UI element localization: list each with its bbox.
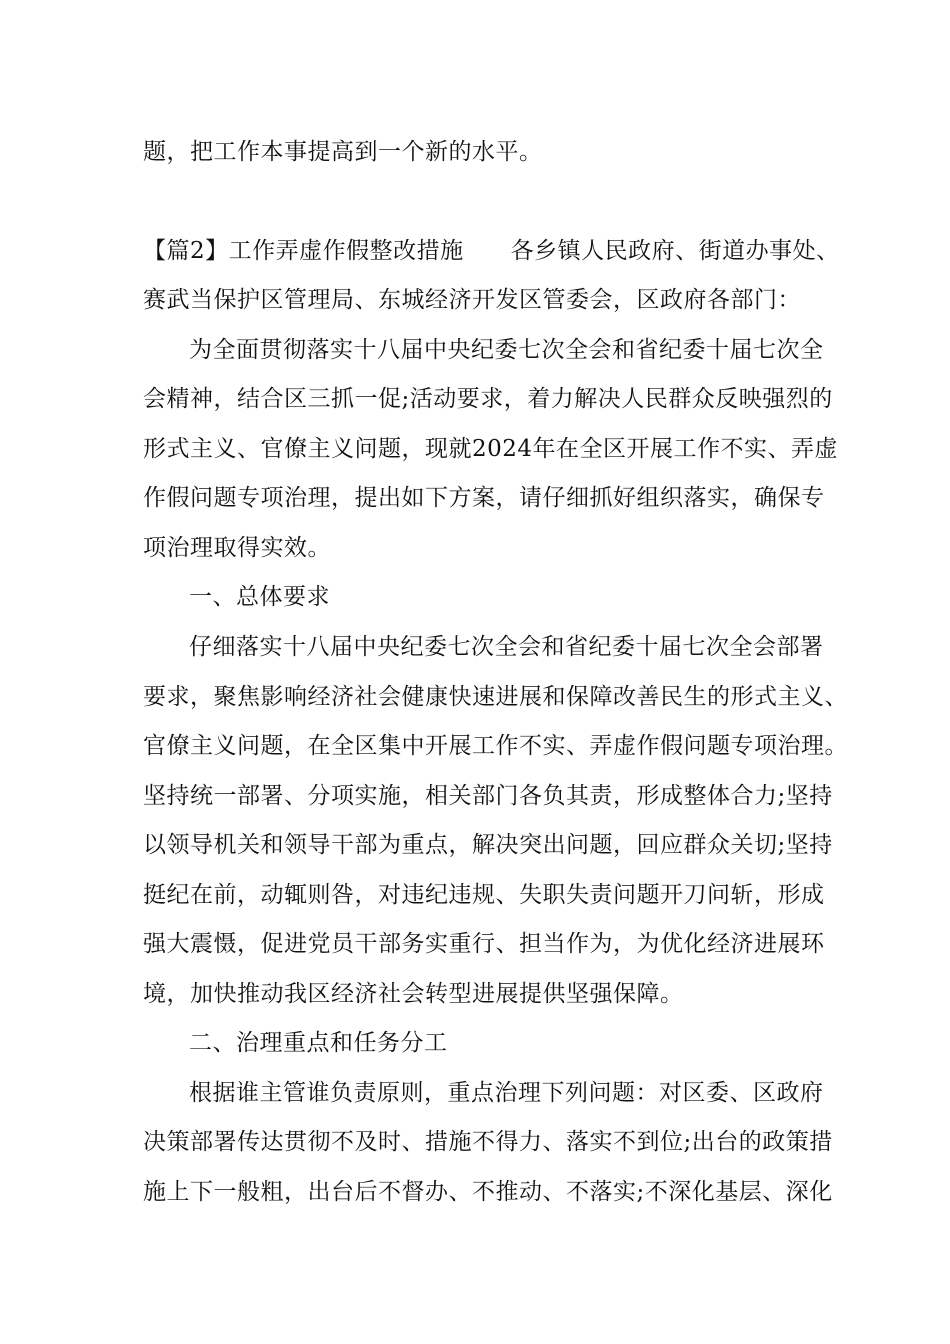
text-line-15: 挺纪在前，动辄则咎，对违纪违规、失职失责问题开刀问斩，形成 [143, 882, 825, 908]
text-line-13: 坚持统一部署、分项实施，相关部门各负其责，形成整体合力;坚持 [143, 783, 833, 809]
paragraph-start-line: 为全面贯彻落实十八届中央纪委七次全会和省纪委十届七次全 [189, 337, 824, 363]
text-line-17: 境，加快推动我区经济社会转型进展提供坚强保障。 [143, 981, 684, 1007]
text-line-3: 赛武当保护区管理局、东城经济开发区管委会，区政府各部门： [143, 287, 801, 313]
text-line-12: 官僚主义问题，在全区集中开展工作不实、弄虚作假问题专项治理。 [143, 733, 848, 759]
subheading-key-tasks: 二、治理重点和任务分工 [189, 1030, 448, 1056]
subheading-general-requirements: 一、总体要求 [189, 584, 330, 610]
text-line-14: 以领导机关和领导干部为重点，解决突出问题，回应群众关切;坚持 [143, 832, 833, 858]
text-line-7: 作假问题专项治理，提出如下方案，请仔细抓好组织落实，确保专 [143, 485, 825, 511]
text-line-21: 施上下一般粗，出台后不督办、不推动、不落实;不深化基层、深化 [143, 1179, 833, 1205]
text-line-6: 形式主义、官僚主义问题，现就2024年在全区开展工作不实、弄虚 [143, 436, 839, 462]
text-line-5: 会精神，结合区三抓一促;活动要求，着力解决人民群众反映强烈的 [143, 386, 833, 412]
text-line-20: 决策部署传达贯彻不及时、措施不得力、落实不到位;出台的政策措 [143, 1129, 833, 1155]
paragraph-start-line: 根据谁主管谁负责原则，重点治理下列问题：对区委、区政府 [189, 1080, 824, 1106]
text-line-8: 项治理取得实效。 [143, 535, 331, 561]
section-heading-line: 【篇2】工作弄虚作假整改措施 各乡镇人民政府、街道办事处、 [143, 238, 840, 264]
text-line-1: 题，把工作本事提高到一个新的水平。 [143, 139, 543, 165]
text-line-11: 要求，聚焦影响经济社会健康快速进展和保障改善民生的形式主义、 [143, 684, 848, 710]
text-line-16: 强大震慑，促进党员干部务实重行、担当作为，为优化经济进展环 [143, 931, 825, 957]
paragraph-start-line: 仔细落实十八届中央纪委七次全会和省纪委十届七次全会部署 [189, 634, 824, 660]
